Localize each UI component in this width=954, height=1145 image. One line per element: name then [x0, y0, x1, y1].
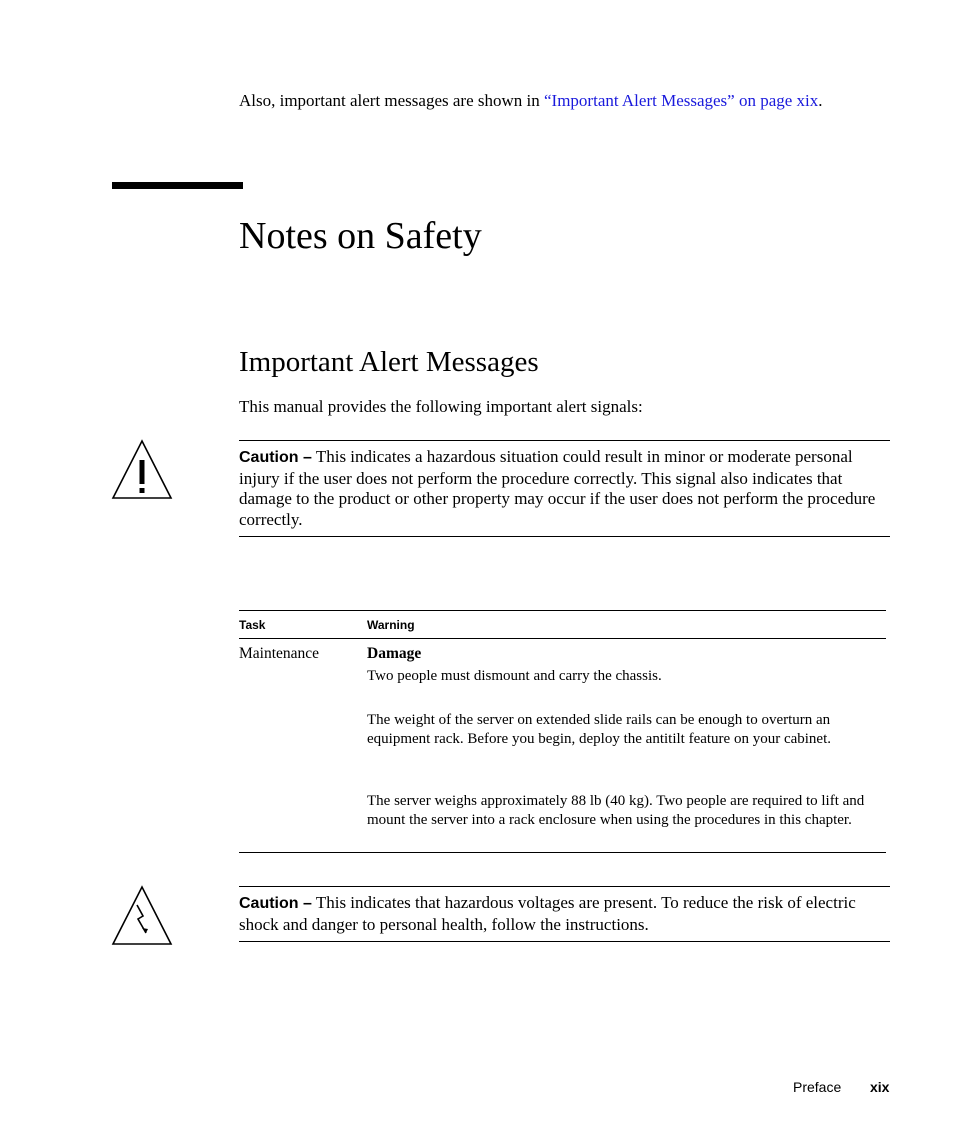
caution1-top-rule [239, 440, 890, 441]
caution2-bottom-rule [239, 941, 890, 942]
caution1-message [239, 447, 890, 530]
caution2-top-rule [239, 886, 890, 887]
caution2-text: This indicates that hazardous voltages are present. To reduce the risk of electric shock and danger to personal health, follow the instructions. [239, 893, 856, 934]
section-lead: This manual provides the following important alert signals: [239, 397, 643, 416]
exclamation-triangle-icon [111, 439, 173, 499]
table-header-task: Task [239, 618, 266, 632]
intro-paragraph [239, 90, 839, 111]
table-cell-task: Maintenance [239, 645, 320, 662]
footer-section: Preface [793, 1079, 842, 1095]
caution1-text: This indicates a hazardous situation could result in minor or moderate personal injury if the user does not perform the procedure correctly. This signal also indicates that damage to the product or other property may occur if the user does not perform the procedure correctly. [239, 447, 876, 529]
chapter-rule [112, 182, 243, 189]
table-bottom-rule [239, 852, 886, 853]
page-title: Notes on Safety [239, 215, 482, 257]
caution2-message [239, 893, 890, 935]
page-number: xix [870, 1079, 890, 1095]
intro-end: . [818, 91, 823, 110]
warning-paragraph: The server weighs approximately 88 lb (40 kg). Two people are required to lift and mount the server into a rack enclosure when using the procedures in this chapter. [367, 793, 865, 828]
warning-paragraph: The weight of the server on extended slide rails can be enough to overturn an equipment rack. Before you begin, deploy the antitilt feature on your cabinet. [367, 712, 832, 747]
lightning-triangle-icon [111, 885, 173, 945]
table-top-rule [239, 610, 886, 611]
alert-messages-link[interactable]: “Important Alert Messages” on page xix [544, 91, 819, 110]
intro-text: Also, important alert messages are shown in [239, 91, 544, 110]
table-header-rule [239, 638, 886, 639]
warning-title: Damage [367, 645, 422, 662]
warning-paragraph: Two people must dismount and carry the chassis. [367, 668, 662, 684]
caution1-label: Caution – [239, 449, 312, 466]
section-heading: Important Alert Messages [239, 346, 539, 378]
table-header-warning: Warning [367, 618, 415, 632]
caution2-label: Caution – [239, 895, 312, 912]
caution1-bottom-rule [239, 536, 890, 537]
